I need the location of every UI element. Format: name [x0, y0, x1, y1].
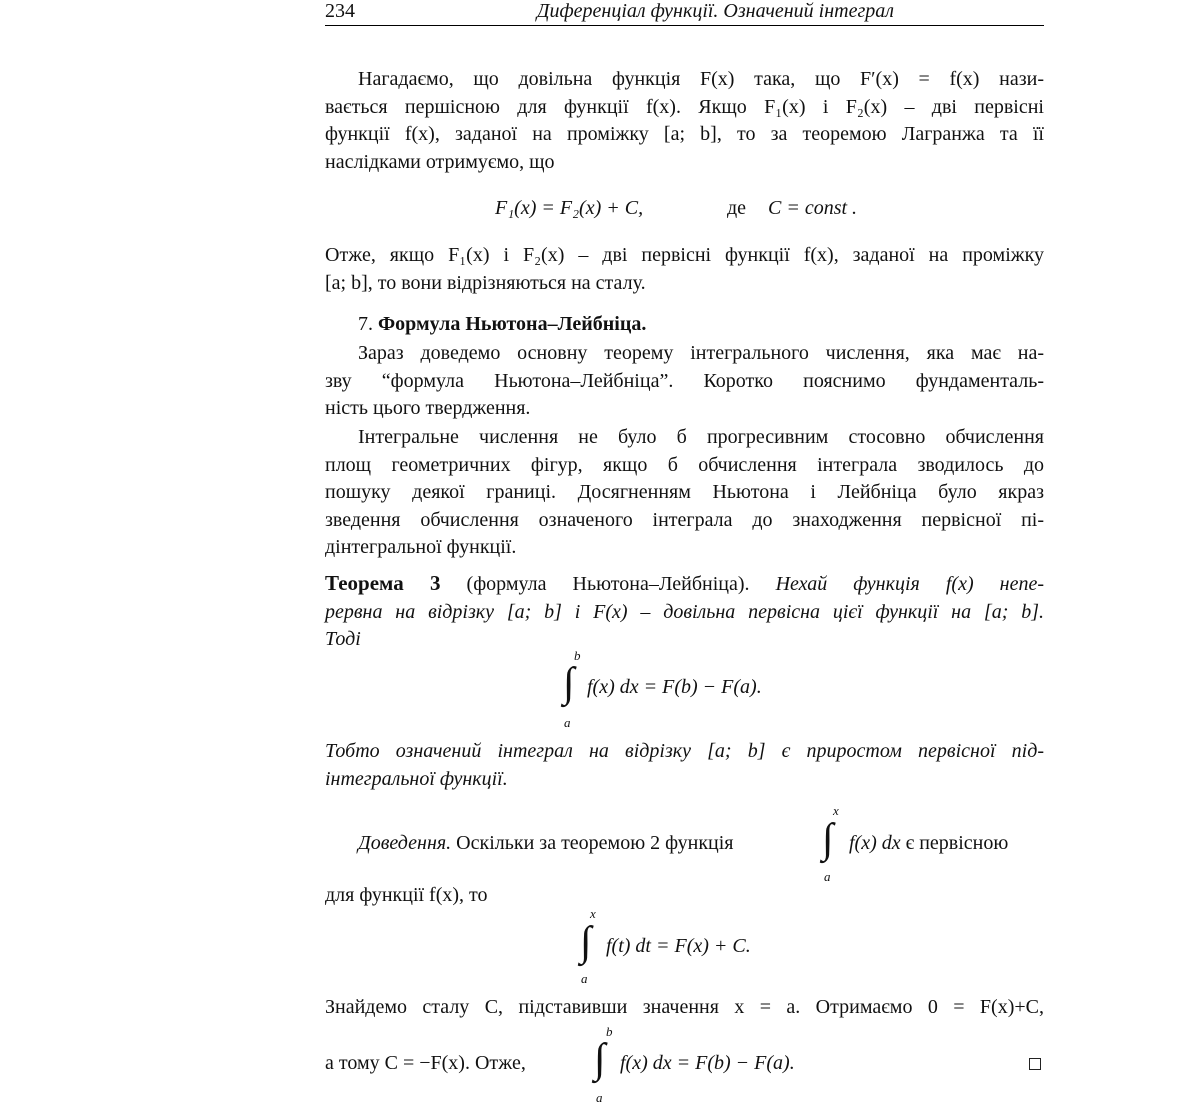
formula-body: f(x) dx = F(b) − F(a).: [620, 1052, 795, 1074]
text-line: для функції f(x), то: [325, 884, 488, 906]
text-line: дінтегральної функції.: [325, 536, 517, 558]
text-line: Отже, якщо F₁(x) і F₂(x) – дві первісні функції f(x), заданої на проміжку: [325, 244, 1044, 266]
text-line: Оскільки за теоремою 2 функція: [456, 832, 734, 854]
integral-sign: ∫: [563, 660, 575, 706]
text-line: зву “формула Ньютона–Лейбніца”. Коротко пояснимо фундаменталь-: [325, 369, 1044, 392]
theorem-statement: рервна на відрізку [a; b] і F(x) – довільна первісна цієї функції на [a; b].: [325, 600, 1044, 623]
page-number: 234: [325, 0, 355, 22]
integral-sign: ∫: [594, 1036, 606, 1082]
proof-end: [325, 1022, 1044, 1103]
theorem-name: (формула Ньютона–Лейбніца).: [466, 573, 750, 595]
theorem-remark: [325, 738, 1044, 793]
formula-body: f(x) dx = F(b) − F(a).: [587, 676, 762, 698]
text-line: наслідками отримуємо, що: [325, 150, 555, 173]
equation-rhs: C = const .: [768, 197, 858, 219]
text-line: Нагадаємо, що довільна функція F(x) така, що F′(x) = f(x) нази-: [358, 68, 1044, 90]
integral-lower-limit: a: [581, 971, 588, 986]
book-page: [325, 0, 1044, 1103]
text-line: є первісною: [905, 832, 1009, 854]
text-line: площ геометричних фігур, якщо б обчислення інтеграла зводилось до: [325, 453, 1044, 476]
integral-upper-limit: x: [590, 906, 596, 921]
text-line: Інтегральне числення не було б прогресивним стосовно обчислення: [358, 426, 1044, 448]
text-line: пошуку деякої границі. Досягненням Ньютона і Лейбніца було якраз: [325, 481, 1044, 503]
text-line: а тому C = −F(x). Отже,: [325, 1052, 526, 1074]
text-line: Зараз доведемо основну теорему інтегрального числення, яка має на-: [358, 342, 1044, 364]
section-number: 7.: [358, 313, 373, 335]
integral-upper-limit: b: [606, 1024, 613, 1039]
page-header: [325, 0, 1044, 26]
text-line: Тобто означений інтеграл на відрізку [a; b] є приростом первісної під-: [325, 740, 1044, 762]
paragraph-antiderivative-definition: [325, 66, 1044, 176]
proof-label: Доведення.: [358, 832, 452, 854]
proof-line: [325, 994, 1044, 1022]
integral-sign: ∫: [580, 919, 592, 965]
section-title: Формула Ньютона–Лейбніца.: [378, 313, 647, 335]
integral-sign: ∫: [822, 816, 834, 862]
equation-where: де: [727, 197, 747, 219]
integral-lower-limit: a: [596, 1090, 603, 1105]
theorem-statement: Тоді: [325, 628, 361, 650]
paragraph-conclusion: [325, 242, 1044, 297]
equation-lhs: F₁(x) = F₂(x) + C,: [495, 197, 644, 219]
newton-leibniz-formula: [325, 648, 1044, 728]
running-title: Диференціал функції. Означений інтеграл: [536, 0, 894, 22]
section-heading: [325, 311, 1044, 339]
qed-square-icon: [1029, 1058, 1041, 1070]
text-line: функції f(x), заданої на проміжку [a; b], то за теоремою Лагранжа та її: [325, 123, 1044, 145]
theorem-label: Теорема 3: [325, 571, 441, 595]
paragraph-intro: [325, 340, 1044, 423]
integral-upper-limit: x: [833, 803, 839, 818]
integral-lower-limit: a: [564, 715, 571, 730]
proof-start: [325, 800, 1044, 885]
formula-body: f(t) dt = F(x) + C.: [606, 935, 751, 957]
equation-constant-difference: [325, 195, 1044, 223]
theorem-3: [325, 570, 1044, 654]
text-line: вається першісною для функції f(x). Якщо F₁(x) і F₂(x) – дві первісні: [325, 95, 1044, 118]
text-line: [a; b], то вони відрізняються на сталу.: [325, 271, 646, 294]
text-line: Знайдемо сталу C, підставивши значення x = a. Отримаємо 0 = F(x)+C,: [325, 996, 1044, 1018]
text-line: ність цього твердження.: [325, 397, 531, 419]
integrand: f(x) dx: [849, 832, 901, 854]
integral-upper-limit: b: [574, 648, 581, 663]
text-line: зведення обчислення означеного інтеграла до знаходження первісної пі-: [325, 508, 1044, 531]
text-line: інтегральної функції.: [325, 767, 508, 790]
proof-equation: [325, 905, 1044, 987]
theorem-statement: Нехай функція f(x) непе-: [775, 573, 1044, 595]
paragraph-integral-calculus: [325, 424, 1044, 562]
integral-lower-limit: a: [824, 869, 831, 884]
